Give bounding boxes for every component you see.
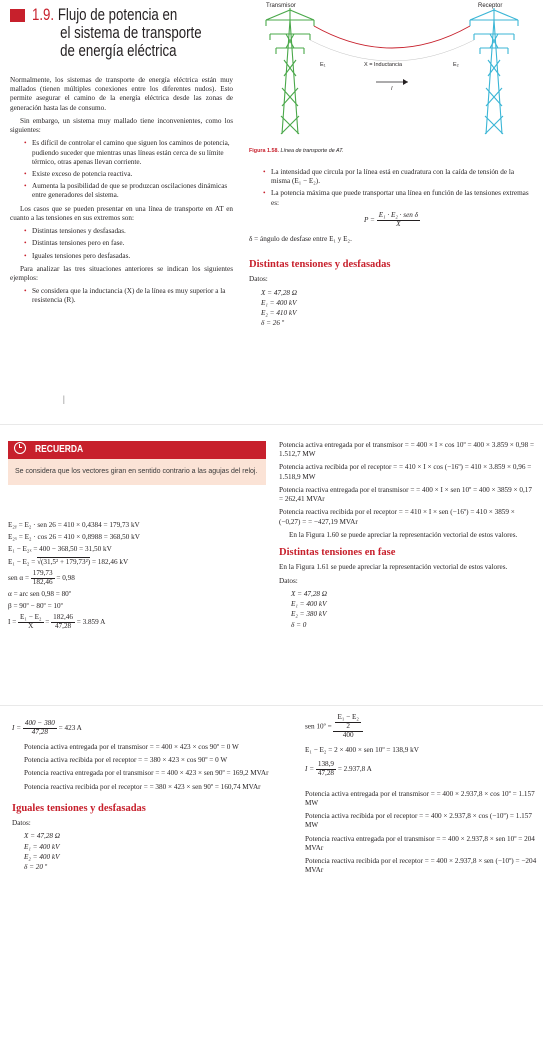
power-reactive-sent: Potencia reactiva entregada por el transmisor = = 400 × I × sen 10º = 400 × 3859 × 0,17 = 262,41 MVAr bbox=[279, 485, 532, 504]
figure-caption bbox=[249, 148, 344, 155]
heading-distintas-desfasadas: Distintas tensiones y desfasadas bbox=[249, 258, 391, 270]
transmission-towers-illustration bbox=[248, 0, 538, 140]
eq-fraction bbox=[333, 714, 362, 740]
power-active-received: Potencia activa recibida por el receptor = = 410 × I × cos (−16º) = 410 × 3.859 × 0,96 = 1.518,9 MW bbox=[279, 463, 532, 481]
datos-label: Datos: bbox=[279, 576, 298, 585]
eq-part: sen α = bbox=[8, 573, 29, 582]
list-item: • Existe exceso de potencia reactiva. bbox=[10, 170, 233, 179]
eq-sen-alpha bbox=[8, 570, 266, 587]
list-item: • Es difícil de controlar el camino que siguen los caminos de potencia, pudiendo suceder que mientras unas líneas están cerca de su límite térmico, otras apenas llevan corriente. bbox=[10, 139, 233, 167]
recuerda-header bbox=[8, 441, 266, 459]
drawbacks-list bbox=[10, 139, 233, 200]
datum-e2: E₂ = 380 kV bbox=[291, 610, 327, 619]
cases-list bbox=[10, 227, 233, 261]
calculation-block bbox=[8, 521, 266, 634]
eq-e2x: E₂ₓ = E₂ · cos 26 = 410 × 0,8988 = 368,50 kV bbox=[8, 533, 140, 542]
heading-iguales-desfasadas: Iguales tensiones y desfasadas bbox=[12, 802, 146, 814]
datum-x: X = 47,28 Ω bbox=[291, 589, 328, 598]
eq-part: = 0,98 bbox=[56, 573, 75, 582]
section-number: 1.9. bbox=[32, 5, 55, 24]
eq-beta: β = 90º − 80º = 10º bbox=[8, 601, 63, 610]
formula-denominator: X bbox=[396, 219, 401, 228]
eq-part: E₁ − E₂ = bbox=[8, 557, 38, 566]
intro-paragraph-2: Sin embargo, un sistema muy mallado tiene inconvenientes, como los siguientes: bbox=[10, 116, 233, 135]
page-separator bbox=[0, 705, 543, 706]
eq-e1-e2x: E₁ − E₂ₓ = 400 − 368,50 = 31,50 kV bbox=[8, 545, 112, 554]
formula-lhs: P = bbox=[364, 215, 375, 224]
eq-part: I = bbox=[305, 765, 315, 774]
text-cursor: | bbox=[63, 394, 65, 404]
fraction-den: 47,28 bbox=[317, 768, 335, 777]
datum-e2: E₂ = 400 kV bbox=[24, 852, 60, 861]
datum-delta: δ = 20 º bbox=[24, 863, 47, 872]
list-item: • La intensidad que circula por la línea está en cuadratura con la caída de tensión de la misma (E₁ − E₂). bbox=[249, 168, 535, 186]
power-reactive-received: Potencia reactiva recibida por el receptor = = 410 × I × sen (−16º) = 410 × 3859 × (−0,27) = = −427,19 MVAr bbox=[279, 508, 515, 526]
datum-e1: E₁ = 400 kV bbox=[261, 298, 297, 307]
section-title-line3: de energía eléctrica bbox=[60, 41, 177, 60]
fraction-den: 47,28 bbox=[31, 727, 48, 736]
datum-e1: E₁ = 400 kV bbox=[24, 842, 60, 851]
section-title-line1: Flujo de potencia en bbox=[57, 5, 178, 24]
transmitter-label: Transmisor bbox=[266, 3, 296, 9]
page-separator bbox=[0, 424, 543, 425]
power-active-sent: Potencia activa entregada por el transmisor = = 400 × I × cos 10º = 400 × 3.859 × 0,98 = 1.512,7 MW bbox=[279, 441, 535, 459]
formula-fraction bbox=[377, 212, 420, 229]
intro-paragraph-3: Los casos que se pueden presentar en una línea de transporte en AT en cuanto a las tensiones en sus extremos son: bbox=[10, 204, 233, 222]
eq-part: I = bbox=[8, 618, 17, 627]
intro-column bbox=[10, 76, 233, 310]
power-active-sent: Potencia activa entregada por el transmisor = = 400 × 2.937,8 × cos 10º = 1.157 MW bbox=[305, 789, 535, 808]
bottom-left-column bbox=[12, 720, 274, 873]
assumption-list bbox=[10, 287, 233, 305]
datum-x: X = 47,28 Ω bbox=[24, 832, 61, 841]
datos-label: Datos: bbox=[12, 819, 31, 828]
fraction-num bbox=[333, 714, 362, 732]
figure-caption-number: Figura 1.58. bbox=[249, 148, 279, 154]
receiver-label: Receptor bbox=[478, 3, 503, 9]
eq-part: = 182,46 kV bbox=[90, 557, 129, 566]
list-item: • La potencia máxima que puede transportar una línea en función de las tensiones extremas es: bbox=[249, 189, 535, 207]
power-reactive-sent: Potencia reactiva entregada por el transmisor = = 400 × 423 × sen 90º = 169,2 MVAr bbox=[24, 769, 269, 778]
datum-delta: δ = 0 bbox=[291, 620, 307, 629]
eq-alpha: α = arc sen 0,98 = 80º bbox=[8, 589, 72, 598]
section-title-line2: el sistema de transporte bbox=[60, 23, 202, 42]
datos-label: Datos: bbox=[249, 275, 268, 284]
list-item: • Se considera que la inductancia (X) de la línea es muy superior a la resistencia (R). bbox=[10, 287, 233, 305]
list-item: • Aumenta la posibilidad de que se produzcan oscilaciones dinámicas entre generadores del sistema. bbox=[10, 182, 233, 200]
figure-reference-1-61: En la Figura 1.61 se puede apreciar la representación vectorial de estos valores. bbox=[279, 563, 508, 572]
figure-caption-text: Línea de transporte de AT. bbox=[280, 148, 344, 154]
fraction-num: 400 − 380 bbox=[24, 719, 55, 727]
datum-e2: E₂ = 410 kV bbox=[261, 309, 297, 318]
heading-distintas-en-fase: Distintas tensiones en fase bbox=[279, 546, 396, 558]
recuerda-text: Se considera que los vectores giran en sentido contrario a las agujas del reloj. bbox=[8, 459, 266, 485]
fraction-num: E₁ − E₂ bbox=[337, 713, 359, 721]
delta-definition: δ = ángulo de desfase entre E₁ y E₂. bbox=[249, 234, 352, 243]
datum-e1: E₁ = 400 kV bbox=[291, 600, 327, 609]
list-item: • Distintas tensiones pero en fase. bbox=[10, 239, 233, 248]
datum-x: X = 47,28 Ω bbox=[261, 288, 298, 297]
eq-sen-10 bbox=[305, 714, 540, 740]
right-mid-column bbox=[279, 441, 537, 631]
eq-fraction bbox=[31, 570, 55, 587]
eq-current-in-phase bbox=[12, 720, 274, 737]
list-item: • Iguales tensiones pero desfasadas. bbox=[10, 252, 233, 261]
power-active-sent: Potencia activa entregada por el transmisor = = 400 × 423 × cos 90º = 0 W bbox=[24, 742, 239, 751]
power-active-received: Potencia activa recibida por el receptor = = 380 × 423 × cos 90º = 0 W bbox=[24, 756, 228, 765]
eq-part: = 3.859 A bbox=[76, 618, 106, 627]
eq-e2y: E₂ᵧ = E₂ · sen 26 = 410 × 0,4384 = 179,73 kV bbox=[8, 521, 140, 529]
eq-fraction bbox=[51, 614, 75, 631]
clock-icon bbox=[14, 442, 26, 454]
max-power-formula bbox=[249, 212, 535, 229]
fraction-den: 2 bbox=[346, 721, 350, 730]
fraction-den: 47,28 bbox=[54, 622, 72, 631]
eq-current bbox=[8, 614, 266, 631]
eq-sqrt: √(31,5² + 179,73²) bbox=[37, 557, 91, 566]
eq-e1-e2 bbox=[8, 558, 266, 567]
recuerda-title: RECUERDA bbox=[34, 444, 83, 455]
fraction-num: 138,9 bbox=[317, 759, 335, 768]
eq-fraction-inner bbox=[335, 714, 360, 731]
list-item: • Distintas tensiones y desfasadas. bbox=[10, 227, 233, 236]
section-marker bbox=[10, 9, 25, 22]
recuerda-box bbox=[8, 441, 266, 485]
right-top-column bbox=[249, 168, 535, 329]
fraction-num: E₁ − E₂ bbox=[20, 613, 42, 622]
eq-fraction bbox=[23, 720, 57, 737]
eq-part: = bbox=[45, 618, 50, 627]
eq-diff: E₁ − E₂ = 2 × 400 × sen 10º = 138,9 kV bbox=[305, 745, 419, 754]
formula-numerator: E₁ · E₂ · sen δ bbox=[378, 210, 418, 219]
current-label: I bbox=[391, 86, 393, 92]
eq-part: = 2.937,8 A bbox=[337, 765, 372, 774]
fraction-den: 182,46 bbox=[32, 577, 53, 586]
eq-fraction bbox=[18, 614, 43, 631]
datum-delta: δ = 26 º bbox=[261, 319, 284, 328]
eq-part: = 423 A bbox=[58, 724, 82, 733]
eq-part: I = bbox=[12, 724, 22, 733]
figure-transmission-line bbox=[248, 0, 538, 140]
fraction-den: 400 bbox=[342, 730, 354, 739]
intro-paragraph-4: Para analizar las tres situaciones anteriores se indican los siguientes ejemplos: bbox=[10, 264, 233, 282]
power-reactive-received: Potencia reactiva recibida por el receptor = = 400 × 2.937,8 × sen (−10º) = −204 MVAr bbox=[305, 857, 537, 875]
line-properties-list bbox=[249, 168, 535, 208]
eq-current-shifted bbox=[305, 761, 540, 778]
e2-label: E₂ bbox=[453, 62, 459, 68]
figure-reference-1-60: En la Figura 1.60 se puede apreciar la representación vectorial de estos valores. bbox=[289, 530, 518, 539]
eq-fraction bbox=[316, 761, 336, 778]
inductance-label: X = Inductancia bbox=[364, 62, 403, 68]
eq-part: sen 10º = bbox=[305, 722, 332, 731]
bottom-right-column bbox=[305, 714, 540, 880]
fraction-num: 179,73 bbox=[32, 568, 53, 577]
power-reactive-received: Potencia reactiva recibida por el receptor = = 380 × 423 × sen 90º = 160,74 MVAr bbox=[24, 782, 261, 791]
e1-label: E₁ bbox=[320, 62, 326, 68]
power-active-received: Potencia activa recibida por el receptor = = 400 × 2.937,8 × cos (−10º) = 1.157 MW bbox=[305, 812, 532, 830]
fraction-den: X bbox=[28, 622, 34, 631]
fraction-num: 182,46 bbox=[53, 613, 73, 622]
intro-paragraph-1: Normalmente, los sistemas de transporte de energía eléctrica están muy mallados (tienen múltiples conexiones entre los diferentes nudos). Esto permite asegurar el camino de la energía eléctrica desde las zonas de generación hasta las de consumo. bbox=[10, 76, 233, 112]
power-reactive-sent: Potencia reactiva entregada por el transmisor = = 400 × 2.937,8 × sen 10º = 204 MVAr bbox=[305, 834, 535, 852]
